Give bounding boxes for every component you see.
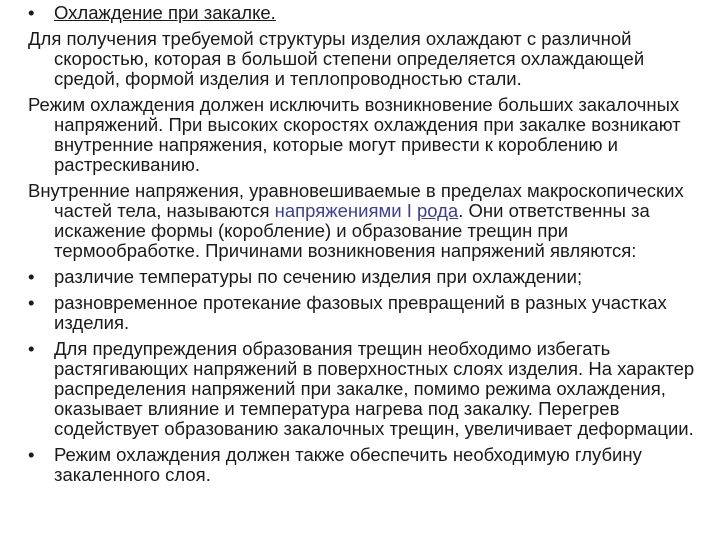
list-item-text: Режим охлаждения должен также обеспечить необходимую глубину закаленного слоя. [54, 444, 642, 485]
list-item-text: Для предупреждения образования трещин необходимо избегать растягивающих напряжений в поверхностных слоях изделия. На характер распределения напряжений при закалке, помимо режима охлаждения, оказывает влияние и температура нагрева под закалку. Перегрев содействует образованию закалочных трещин, увеличивает деформации. [54, 338, 695, 439]
list-item [28, 445, 700, 485]
paragraph-text-after: . Они ответственны за искажение формы (коробление) и образование трещин при термообработке. Причинами возникновения напряжений являются: [54, 200, 650, 261]
bullet-dot: • [28, 292, 35, 313]
term-link-part1[interactable]: напряжениями I [274, 200, 417, 221]
title-bullet [28, 3, 700, 23]
bullet-dot: • [28, 2, 35, 23]
bullet-dot: • [28, 444, 35, 465]
slide-content [28, 3, 700, 491]
paragraph-structure: Для получения требуемой структуры изделия охлаждают с различной скоростью, которая в большой степени определяется охлаждающей средой, формой изделия и теплопроводностью стали. [28, 28, 645, 89]
paragraph-cooling-mode: Режим охлаждения должен исключить возникновение больших закалочных напряжений. При высоких скоростях охлаждения при закалке возникают внутренние напряжения, которые могут привести к короблению и растрескиванию. [28, 94, 681, 175]
list-item [28, 339, 700, 439]
list-item [28, 293, 700, 333]
paragraph-internal-stresses [28, 181, 700, 261]
list-item-text: разновременное протекание фазовых превращений в разных участках изделия. [54, 292, 667, 333]
bullet-dot: • [28, 338, 35, 359]
paragraph-text-before: Внутренние напряжения, уравновешиваемые в пределах макроскопических частей тела, называются [28, 180, 684, 221]
slide-title: Охлаждение при закалке. [54, 2, 276, 23]
list-item [28, 267, 700, 287]
term-link-part2[interactable]: рода [416, 200, 459, 221]
bullet-dot: • [28, 266, 35, 287]
list-item-text: различие температуры по сечению изделия при охлаждении; [54, 266, 583, 287]
